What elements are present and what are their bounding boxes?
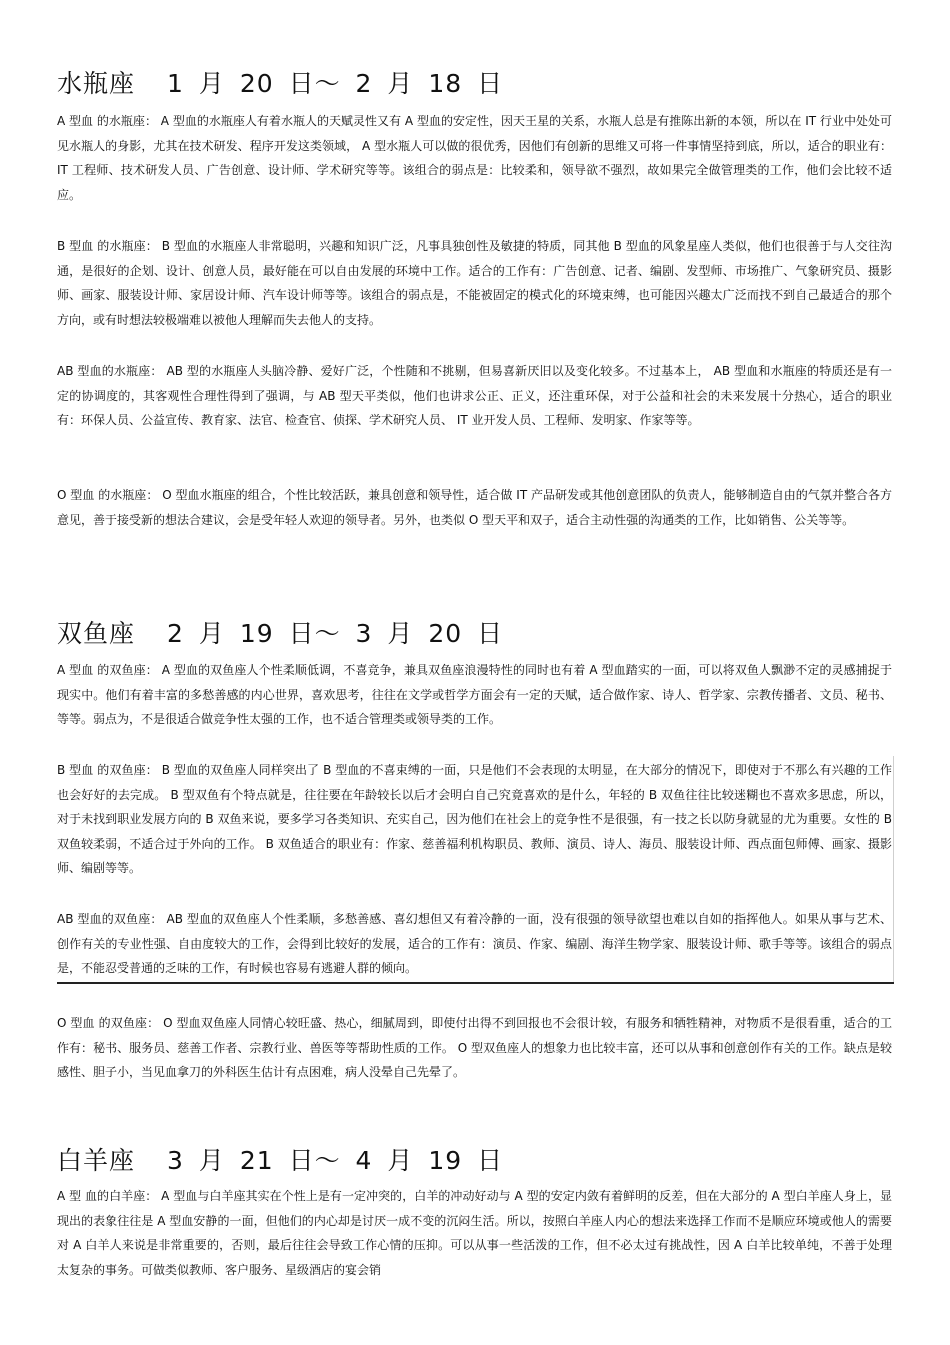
paragraph-pisces-type-ab: AB 型血的双鱼座： AB 型血的双鱼座人个性柔顺，多愁善感、喜幻想但又有着冷静的一面，没有很强的领导欲望也难以自如的指挥他人。如果从事与艺术、创作有关的专业性强、自由度较大的工作，会得到比较好的发展，适合的工作有：演员、作家、编剧、海洋生物学家、服装设计师、歌手等等。该组合的弱点是，不能忍受普通的乏味的工作，有时候也容易有逃避人群的倾向。 [57, 912, 892, 975]
paragraph-pisces-type-a: A 型血 的双鱼座： A 型血的双鱼座人个性柔顺低调，不喜竞争，兼具双鱼座浪漫特性的同时也有着 A 型血踏实的一面，可以将双鱼人飘渺不定的灵感捕捉于现实中。他们有着丰富的多愁善感的内心世界，喜欢思考，往往在文学或哲学方面会有一定的天赋，适合做作家、诗人、哲学家、宗教传播者、文员、秘书、等等。弱点为，不是很适合做竞争性太强的工作，也不适合管理类或领导类的工作。 [57, 663, 892, 726]
paragraph-aquarius-type-a: A 型血 的水瓶座： A 型血的水瓶座人有着水瓶人的天赋灵性又有 A 型血的安定性，因天王星的关系，水瓶人总是有推陈出新的本领，所以在 IT 行业中处处可见水瓶人的身影，尤其在技术研发、程序开发这类领域， A 型水瓶人可以做的很优秀，因他们有创新的思维又可将一件事情坚持到底，所以，适合的职业有： IT 工程师、技术研发人员、广告创意、设计师、学术研究等等。该组合的弱点是：比较柔和，领导欲不强烈，故如果完全做管理类的工作，他们会比较不适应。 [57, 114, 892, 202]
date-range: 1 月 20 日～ 2 月 18 日 [167, 69, 504, 98]
section-heading-aquarius [57, 68, 503, 100]
sign-name: 双鱼座 [57, 619, 136, 648]
date-range: 3 月 21 日～ 4 月 19 日 [167, 1146, 504, 1175]
sign-name: 水瓶座 [57, 69, 136, 98]
paragraph-aquarius-type-b: B 型血 的水瓶座： B 型血的水瓶座人非常聪明，兴趣和知识广泛，凡事具独创性及敏捷的特质，同其他 B 型血的风象星座人类似，他们也很善于与人交往沟通，是很好的企划、设计、创意人员，最好能在可以自由发展的环境中工作。适合的工作有：广告创意、记者、编剧、发型师、市场推广、气象研究员、摄影师、画家、服装设计师、家居设计师、汽车设计师等等。该组合的弱点是，不能被固定的模式化的环境束缚，也可能因兴趣太广泛而找不到自己最适合的那个方向，或有时想法较极端难以被他人理解而失去他人的支持。 [57, 239, 892, 327]
sign-name: 白羊座 [57, 1146, 136, 1175]
date-range: 2 月 19 日～ 3 月 20 日 [167, 619, 504, 648]
divider-line [57, 982, 894, 984]
paragraph-pisces-type-o: O 型血 的双鱼座： O 型血双鱼座人同情心较旺盛、热心，细腻周到，即使付出得不到回报也不会很计较，有服务和牺牲精神，对物质不是很看重，适合的工作有：秘书、服务员、慈善工作者、宗教行业、兽医等等帮助性质的工作。 O 型双鱼座人的想象力也比较丰富，还可以从事和创意创作有关的工作。缺点是较感性、胆子小，当见血拿刀的外科医生估计有点困难，病人没晕自己先晕了。 [57, 1016, 892, 1079]
section-heading-pisces [57, 618, 503, 650]
section-heading-aries [57, 1145, 503, 1177]
paragraph-pisces-type-b: B 型血 的双鱼座： B 型血的双鱼座人同样突出了 B 型血的不喜束缚的一面，只是他们不会表现的太明显，在大部分的情况下，即使对于不那么有兴趣的工作也会好好的去完成。 B 型双鱼有个特点就是，往往要在年龄较长以后才会明白自己究竟喜欢的是什么，年轻的 B 双鱼往往比较迷糊也不喜欢多思虑，所以，对于未找到职业发展方向的 B 双鱼来说，要多学习各类知识、充实自己，因为他们在社会上的竞争性不是很强，有一技之长以防身就显的尤为重要。女性的 B 双鱼较柔弱，不适合过于外向的工作。 B 双鱼适合的职业有：作家、慈善福利机构职员、教师、演员、诗人、海员、服装设计师、西点面包师傅、画家、摄影师、编剧等等。 [57, 763, 892, 875]
frame-right-edge [893, 756, 894, 982]
paragraph-aries-type-a: A 型 血的白羊座： A 型血与白羊座其实在个性上是有一定冲突的，白羊的冲动好动与 A 型的安定内敛有着鲜明的反差，但在大部分的 A 型白羊座人身上，显现出的表象往往是 A 型血安静的一面，但他们的内心却是讨厌一成不变的沉闷生活。所以，按照白羊座人内心的想法来选择工作而不是顺应环境或他人的需要对 A 白羊人来说是非常重要的，否则，最后往往会导致工作心情的压抑。可以从事一些活泼的工作，但不必太过有挑战性，因 A 白羊比较单纯，不善于处理太复杂的事务。可做类似教师、客户服务、星级酒店的宴会销 [57, 1189, 892, 1277]
paragraph-aquarius-type-ab: AB 型血的水瓶座： AB 型的水瓶座人头脑冷静、爱好广泛，个性随和不挑剔，但易喜新厌旧以及变化较多。不过基本上， AB 型血和水瓶座的特质还是有一定的协调度的，其客观性合理性得到了强调，与 AB 型天平类似，他们也讲求公正、正义，还注重环保，对于公益和社会的未来发展十分热心，适合的职业有：环保人员、公益宣传、教育家、法官、检查官、侦探、学术研究人员、 IT 业开发人员、工程师、发明家、作家等等。 [57, 364, 892, 427]
paragraph-aquarius-type-o: O 型血 的水瓶座： O 型血水瓶座的组合，个性比较活跃，兼具创意和领导性，适合做 IT 产品研发或其他创意团队的负责人，能够制造自由的气氛并整合各方意见，善于接受新的想法合建议，会是受年轻人欢迎的领导者。另外，也类似 O 型天平和双子，适合主动性强的沟通类的工作，比如销售、公关等等。 [57, 488, 892, 527]
